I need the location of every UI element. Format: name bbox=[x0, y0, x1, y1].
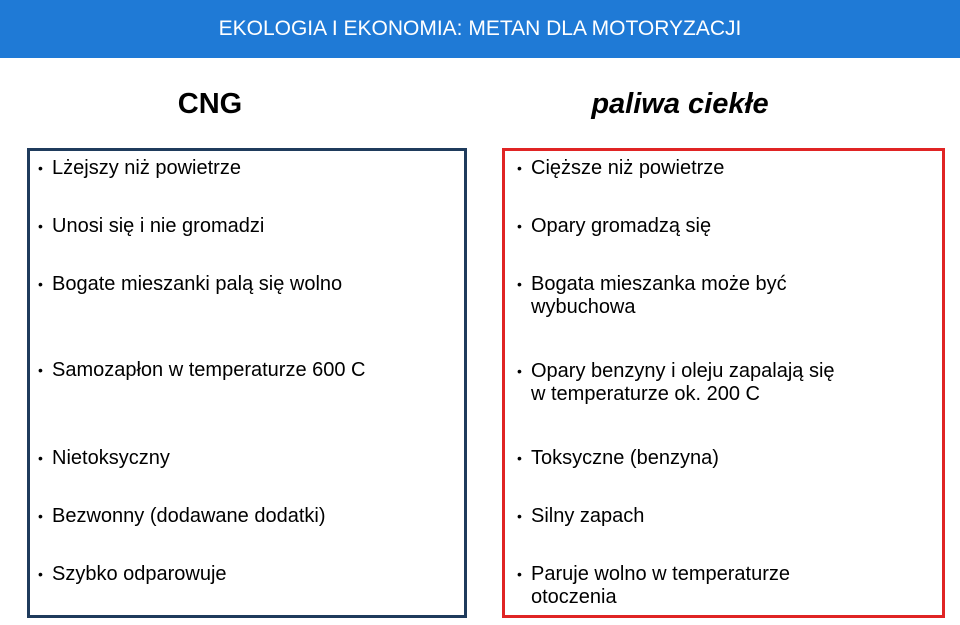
bullet-icon: • bbox=[38, 362, 43, 378]
bullet-icon: • bbox=[517, 508, 522, 524]
list-item: • Opary gromadzą się bbox=[517, 215, 712, 237]
bullet-icon: • bbox=[517, 363, 522, 379]
cng-column-title: CNG bbox=[177, 88, 243, 120]
list-item: • Bogata mieszanka może być wybuchowa bbox=[517, 273, 787, 318]
bullet-icon: • bbox=[517, 218, 522, 234]
liquid-fuels-column-title: paliwa ciekłe bbox=[591, 88, 769, 120]
list-item: • Toksyczne (benzyna) bbox=[517, 447, 719, 469]
bullet-icon: • bbox=[38, 218, 43, 234]
list-item: • Opary benzyny i oleju zapalają się w temperaturze ok. 200 C bbox=[517, 360, 835, 405]
header-title: EKOLOGIA I EKONOMIA: METAN DLA MOTORYZACJI bbox=[218, 17, 742, 40]
bullet-icon: • bbox=[38, 566, 43, 582]
list-item: • Unosi się i nie gromadzi bbox=[38, 215, 265, 237]
list-item: • Samozapłon w temperaturze 600 C bbox=[38, 359, 366, 381]
bullet-icon: • bbox=[517, 160, 522, 176]
liquid-fuels-properties-box bbox=[502, 148, 945, 618]
list-item: • Szybko odparowuje bbox=[38, 563, 227, 585]
list-item: • Bogate mieszanki palą się wolno bbox=[38, 273, 343, 295]
list-item: • Nietoksyczny bbox=[38, 447, 170, 469]
bullet-icon: • bbox=[38, 450, 43, 466]
list-item: • Silny zapach bbox=[517, 505, 645, 527]
bullet-icon: • bbox=[517, 450, 522, 466]
bullet-icon: • bbox=[517, 276, 522, 292]
bullet-icon: • bbox=[38, 508, 43, 524]
bullet-icon: • bbox=[38, 276, 43, 292]
list-item: • Cięższe niż powietrze bbox=[517, 157, 725, 179]
list-item: • Paruje wolno w temperaturze otoczenia bbox=[517, 563, 791, 608]
list-item: • Bezwonny (dodawane dodatki) bbox=[38, 505, 326, 527]
list-item: • Lżejszy niż powietrze bbox=[38, 157, 241, 179]
bullet-icon: • bbox=[38, 160, 43, 176]
header-banner bbox=[0, 0, 960, 58]
bullet-icon: • bbox=[517, 566, 522, 582]
cng-properties-box bbox=[27, 148, 467, 618]
